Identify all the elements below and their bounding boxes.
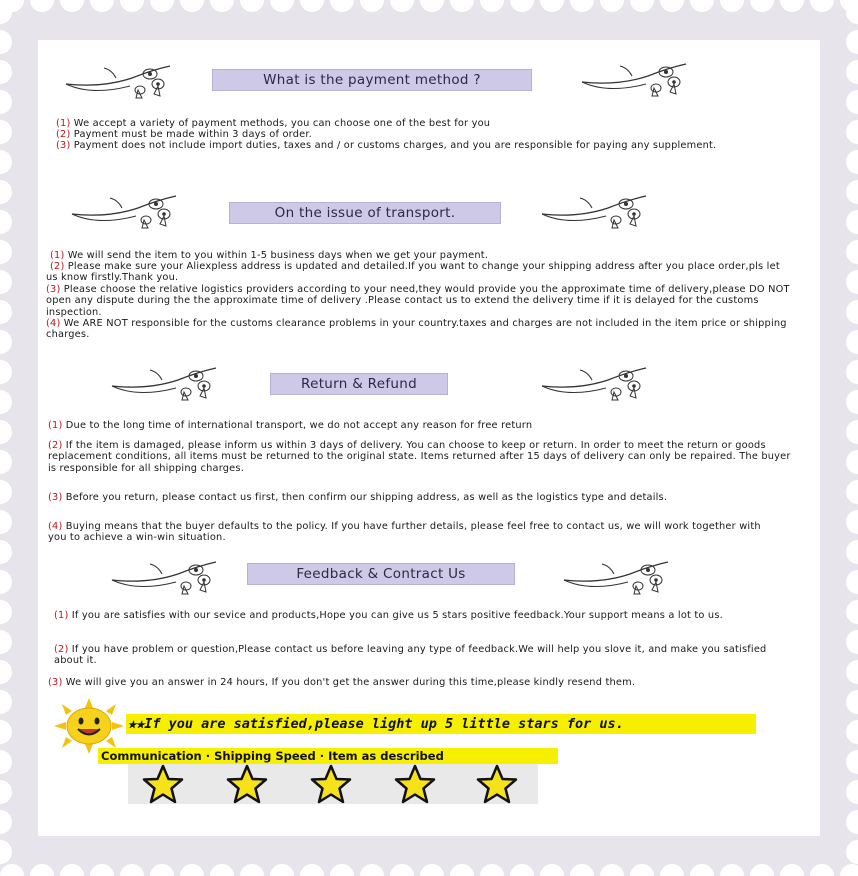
- stamp-perforation: [0, 30, 12, 54]
- stamp-perforation: [0, 300, 12, 324]
- stamp-perforation: [330, 864, 354, 876]
- stamp-perforation: [846, 390, 858, 414]
- stamp-perforation: [540, 864, 564, 876]
- stamp-perforation: [240, 864, 264, 876]
- feedback-item: (2) If you have problem or question,Please contact us before leaving any type of feedback.We will help you slove it, and make you satisfied about it.: [54, 644, 767, 667]
- flower-branch-icon: [68, 190, 184, 232]
- feedback-item: (3) We will give you an answer in 24 hours, If you don't get the answer during this time,please kindly resend them.: [48, 677, 636, 688]
- stamp-perforation: [846, 270, 858, 294]
- stamp-perforation: [270, 864, 294, 876]
- section-title-return: Return & Refund: [270, 373, 448, 395]
- stamp-perforation: [630, 864, 654, 876]
- payment-item: (3) Payment does not include import duties, taxes and / or customs charges, and you are responsible for paying any supplement.: [56, 140, 717, 151]
- stars-row: [128, 764, 538, 804]
- feedback-item: (1) If you are satisfies with our sevice and products,Hope you can give us 5 stars positive feedback.Your support means a lot to us.: [54, 610, 723, 621]
- flower-branch-icon: [108, 556, 224, 598]
- payment-item: (1) We accept a variety of payment methods, you can choose one of the best for you: [56, 118, 491, 129]
- stamp-perforation: [690, 864, 714, 876]
- stamp-perforation: [0, 660, 12, 684]
- stamp-perforation: [0, 90, 12, 114]
- stamp-perforation: [0, 180, 12, 204]
- rating-categories: Communication · Shipping Speed · Item as described: [98, 748, 558, 764]
- stamp-perforation: [846, 420, 858, 444]
- stamp-perforation: [846, 720, 858, 744]
- five-star-request-banner: ★★If you are satisfied,please light up 5 little stars for us.: [126, 714, 756, 734]
- star-icon: [392, 764, 438, 804]
- stamp-perforation: [0, 240, 12, 264]
- stamp-perforation: [510, 0, 534, 12]
- stamp-perforation: [0, 690, 12, 714]
- stamp-perforation: [846, 570, 858, 594]
- stamp-perforation: [420, 0, 444, 12]
- stamp-perforation: [810, 864, 834, 876]
- flower-branch-icon: [538, 362, 654, 404]
- star-icon: [474, 764, 520, 804]
- stamp-perforation: [420, 864, 444, 876]
- stamp-perforation: [846, 540, 858, 564]
- return-item: (2) If the item is damaged, please inform us within 3 days of delivery. You can choose to keep or return. In order to meet the return or goods replacement conditions, all items must be returned to the original state. Items returned after 15 days of delivery can only be repaired. The buyer is responsible for all shipping charges.: [48, 440, 791, 474]
- stamp-perforation: [210, 0, 234, 12]
- stamp-perforation: [0, 360, 12, 384]
- flower-branch-icon: [108, 362, 224, 404]
- transport-item: (1) We will send the item to you within 1-5 business days when we get your payment.: [50, 250, 489, 261]
- stamp-perforation: [660, 864, 684, 876]
- stamp-perforation: [780, 0, 804, 12]
- stamp-perforation: [180, 0, 204, 12]
- stamp-perforation: [630, 0, 654, 12]
- star-icon: [308, 764, 354, 804]
- stamp-perforation: [0, 720, 12, 744]
- stamp-perforation: [720, 0, 744, 12]
- stamp-perforation: [846, 660, 858, 684]
- stamp-perforation: [120, 864, 144, 876]
- stamp-perforation: [570, 0, 594, 12]
- stamp-perforation: [450, 864, 474, 876]
- section-title-payment: What is the payment method ?: [212, 69, 532, 91]
- stamp-perforation: [690, 0, 714, 12]
- stamp-perforation: [30, 0, 54, 12]
- stamp-perforation: [660, 0, 684, 12]
- stamp-perforation: [846, 60, 858, 84]
- stamp-perforation: [0, 750, 12, 774]
- stamp-perforation: [750, 0, 774, 12]
- stamp-perforation: [0, 780, 12, 804]
- stamp-perforation: [150, 0, 174, 12]
- return-item: (4) Buying means that the buyer defaults to the policy. If you have further details, please feel free to contact us, we will work together with you to achieve a win-win situation.: [48, 521, 761, 544]
- stamp-perforation: [750, 864, 774, 876]
- stamp-perforation: [846, 330, 858, 354]
- stamp-perforation: [846, 600, 858, 624]
- stamp-perforation: [0, 600, 12, 624]
- stamp-perforation: [90, 864, 114, 876]
- stamp-perforation: [846, 480, 858, 504]
- stamp-perforation: [0, 540, 12, 564]
- stamp-perforation: [0, 420, 12, 444]
- stamp-perforation: [846, 630, 858, 654]
- stamp-perforation: [846, 30, 858, 54]
- stamp-perforation: [0, 120, 12, 144]
- stamp-perforation: [390, 864, 414, 876]
- stamp-perforation: [30, 864, 54, 876]
- section-title-feedback: Feedback & Contract Us: [247, 563, 515, 585]
- transport-item: (3) Please choose the relative logistics providers according to your need,they would provide you the approximate time of delivery,please DO NOT open any dispute during the the approximate time of delivery .Please contact us to extend the delivery time if it is delayed for the customs inspection.: [46, 284, 790, 318]
- stamp-perforation: [780, 864, 804, 876]
- stamp-perforation: [90, 0, 114, 12]
- flower-branch-icon: [578, 58, 694, 100]
- stamp-perforation: [210, 864, 234, 876]
- stamp-perforation: [846, 840, 858, 864]
- stamp-perforation: [846, 510, 858, 534]
- payment-item: (2) Payment must be made within 3 days of order.: [56, 129, 312, 140]
- return-item: (3) Before you return, please contact us first, then confirm our shipping address, as well as the logistics type and details.: [48, 492, 668, 503]
- stamp-perforation: [846, 120, 858, 144]
- stamp-perforation: [846, 750, 858, 774]
- stamp-perforation: [540, 0, 564, 12]
- stamp-perforation: [270, 0, 294, 12]
- flower-branch-icon: [62, 60, 178, 102]
- stamp-perforation: [0, 450, 12, 474]
- stamp-perforation: [360, 0, 384, 12]
- stamp-perforation: [846, 810, 858, 834]
- stamp-perforation: [720, 864, 744, 876]
- stamp-perforation: [846, 90, 858, 114]
- stamp-perforation: [0, 270, 12, 294]
- stamp-perforation: [480, 864, 504, 876]
- flower-branch-icon: [538, 190, 654, 232]
- stamp-perforation: [846, 0, 858, 24]
- stamp-perforation: [846, 690, 858, 714]
- stamp-perforation: [600, 864, 624, 876]
- stamp-perforation: [390, 0, 414, 12]
- stamp-perforation: [60, 864, 84, 876]
- stamp-perforation: [240, 0, 264, 12]
- stamp-perforation: [846, 360, 858, 384]
- stamp-perforation: [846, 780, 858, 804]
- return-item: (1) Due to the long time of international transport, we do not accept any reason for free return: [48, 420, 533, 431]
- flower-branch-icon: [560, 556, 676, 598]
- stamp-perforation: [0, 570, 12, 594]
- stamp-perforation: [0, 510, 12, 534]
- stamp-perforation: [0, 480, 12, 504]
- stamp-perforation: [0, 60, 12, 84]
- stamp-perforation: [0, 210, 12, 234]
- stamp-perforation: [0, 330, 12, 354]
- stamp-perforation: [0, 150, 12, 174]
- stamp-perforation: [0, 390, 12, 414]
- stamp-perforation: [840, 864, 858, 876]
- stamp-perforation: [846, 180, 858, 204]
- stamp-perforation: [60, 0, 84, 12]
- stamp-perforation: [360, 864, 384, 876]
- stamp-perforation: [846, 450, 858, 474]
- star-icon: [140, 764, 186, 804]
- section-title-transport: On the issue of transport.: [229, 202, 501, 224]
- stamp-perforation: [510, 864, 534, 876]
- stamp-perforation: [0, 630, 12, 654]
- stamp-perforation: [846, 150, 858, 174]
- star-icon: [224, 764, 270, 804]
- stamp-perforation: [300, 864, 324, 876]
- stamp-perforation: [810, 0, 834, 12]
- stamp-perforation: [120, 0, 144, 12]
- stamp-perforation: [0, 864, 24, 876]
- stamp-perforation: [330, 0, 354, 12]
- transport-item: (4) We ARE NOT responsible for the customs clearance problems in your country.taxes and charges are not included in the item price or shipping charges.: [46, 318, 787, 341]
- transport-item: (2) Please make sure your Aliexpless address is updated and detailed.If you want to change your shipping address after you place order,pls let us know firstly.Thank you.: [46, 261, 780, 284]
- stamp-perforation: [150, 864, 174, 876]
- stamp-perforation: [846, 210, 858, 234]
- stamp-perforation: [300, 0, 324, 12]
- smiley-sun-icon: [54, 698, 124, 754]
- stamp-perforation: [600, 0, 624, 12]
- stamp-perforation: [846, 240, 858, 264]
- stamp-perforation: [0, 840, 12, 864]
- stamp-perforation: [450, 0, 474, 12]
- stamp-perforation: [570, 864, 594, 876]
- stamp-perforation: [180, 864, 204, 876]
- stamp-perforation: [846, 300, 858, 324]
- stamp-perforation: [480, 0, 504, 12]
- stamp-perforation: [0, 810, 12, 834]
